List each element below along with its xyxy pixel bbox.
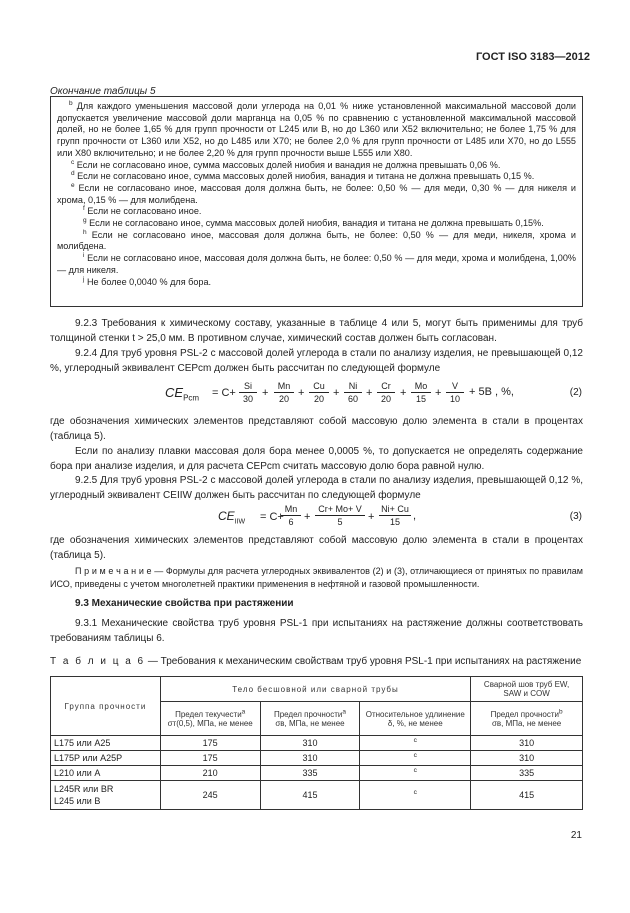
- cell-yield: 245: [160, 781, 260, 810]
- table-6-caption: Т а б л и ц а 6 — Требования к механическим свойствам труб уровня PSL-1 при испытаниях на растяжение: [50, 656, 582, 667]
- formula-2-eq: = C+: [212, 387, 236, 399]
- footnotes-box: [50, 96, 583, 307]
- header-weld: Сварной шов труб EW, SAW и COW: [471, 677, 583, 702]
- cell-group: L175P или А25Р: [51, 751, 161, 766]
- header-elongation: Относительное удлинение δ, %, не менее: [360, 702, 471, 736]
- page-number: 21: [570, 830, 582, 841]
- table-continuation-label: Окончание таблицы 5: [50, 86, 156, 97]
- cell-weld: 335: [471, 766, 583, 781]
- paragraph-9-3-1: 9.3.1 Механические свойства труб уровня PSL-1 при испытаниях на растяжение должны соответствовать требованиям таблицы 6.: [50, 618, 583, 644]
- header-tensile: Предел прочности$^a$ σв, МПа, не менее: [260, 702, 360, 736]
- table-row: [51, 766, 583, 781]
- formula-3-frac-mn: $\frac{Mn}{6}$: [281, 503, 301, 528]
- footnote-b: $^b$ Для каждого уменьшения массовой доли углерода на 0,01 % ниже установленной максимальной массовой доли допускается увеличение массовой доли марганца на 0,05 % по сравнению с установленной максимальной массовой долей, но не более 1,65 % для групп прочности от L245 или В, но до L360 или Х52 включительно; не более 1,75 % для групп прочности от L360 или Х52, но до L485 или Х70; не более 2,0 % для групп прочности от L485 или Х70, но до L555 или Х80 включительно; и не более 2,20 % для групп прочности выше L555 или Х80.: [57, 99, 576, 158]
- table-6: [50, 676, 583, 810]
- formula-3-lhs: $CE_{IIW}$: [218, 509, 246, 526]
- formula-3-eq: = C+: [260, 511, 284, 523]
- header-weld-tensile: Предел прочности$^b$ σв, МПа, не менее: [471, 702, 583, 736]
- formula-2-frac-si: $\frac{Si}{30}$: [239, 380, 257, 405]
- cell-weld: 310: [471, 751, 583, 766]
- table-row: [51, 781, 583, 810]
- formula-3-tail: ,: [413, 510, 417, 522]
- formula-2-plus: +: [400, 387, 407, 399]
- header-group: Группа прочности: [51, 677, 161, 736]
- cell-group: L175 или А25: [51, 736, 161, 751]
- footnote-e: $^e$ Если не согласовано иное, массовая доля должна быть, не более: 0,50 % — для меди, 0,30 % — для никеля и хрома, 0,15 % — для молибдена.: [57, 181, 576, 205]
- cell-tensile: 335: [260, 766, 360, 781]
- formula-2-frac-cu: $\frac{Cu}{20}$: [309, 380, 329, 405]
- where-paragraph-1: где обозначения химических элементов представляют собой массовую долю элемента в стали в процентах (таблица 5).: [50, 416, 583, 442]
- formula-2-frac-mo: $\frac{Mo}{15}$: [411, 380, 431, 405]
- formula-2-plus: +: [298, 387, 305, 399]
- formula-2-lhs: $CE_{Pcm}$: [165, 385, 200, 403]
- cell-weld: 415: [471, 781, 583, 810]
- paragraph-9-2-4: 9.2.4 Для труб уровня PSL-2 с массовой долей углерода в стали по анализу изделия, не превышающей 0,12 %, углеродный эквивалент CEPcm должен быть рассчитан по следующей формуле: [50, 348, 583, 374]
- formula-2-plus: +: [435, 387, 442, 399]
- footnote-i: $^i$ Если не согласовано иное, массовая доля должна быть, не более: 0,50 % — для меди, хрома и молибдена, 1,00% — для никеля.: [57, 252, 576, 275]
- formula-3-frac-nicu: $\frac{Ni+ Cu}{15}$: [379, 503, 411, 528]
- table-row: [51, 736, 583, 751]
- formula-2-plus: +: [262, 387, 269, 399]
- cell-yield: 175: [160, 751, 260, 766]
- where-paragraph-2: где обозначения химических элементов представляют собой массовую долю элемента в стали в процентах (таблица 5).: [50, 535, 583, 561]
- boron-paragraph: Если по анализу плавки массовая доля бора менее 0,0005 %, то допускается не определять содержание бора при анализе изделия, и для расчета CEPcm считать массовую долю бора равной нулю.: [50, 446, 583, 472]
- formula-2-plus: +: [333, 387, 340, 399]
- footnote-d: $^d$ Если не согласовано иное, сумма массовых долей ниобия, ванадия и титана не должна превышать 0,15 %.: [71, 170, 535, 182]
- table-row: [51, 751, 583, 766]
- note: П р и м е ч а н и е — Формулы для расчета углеродных эквивалентов (2) и (3), отличающиеся от принятых по правилам ИСО, приведены с учетом многолетней практики применения в нефтяной и газовой промышленности.: [50, 566, 583, 589]
- formula-2-frac-cr: $\frac{Cr}{20}$: [377, 380, 395, 405]
- footnote-h: $^h$ Если не согласовано иное, массовая доля должна быть, не более: 0,50 % — для меди, никеля, хрома и молибдена.: [57, 228, 576, 252]
- formula-2-number: (2): [569, 387, 582, 398]
- formula-2-plus: +: [366, 387, 373, 399]
- cell-elongation: c: [360, 781, 471, 810]
- paragraph-9-2-3: 9.2.3 Требования к химическому составу, указанные в таблице 4 или 5, могут быть применимы для труб толщиной стенки t > 25,0 мм. В противном случае, химический состав должен быть согласован.: [50, 318, 583, 344]
- formula-3-frac-crmov: $\frac{Cr+ Mo+ V}{5}$: [315, 503, 365, 528]
- formula-2-frac-ni: $\frac{Ni}{60}$: [344, 380, 362, 405]
- cell-elongation: c: [360, 736, 471, 751]
- cell-weld: 310: [471, 736, 583, 751]
- cell-tensile: 310: [260, 736, 360, 751]
- formula-2-frac-v: $\frac{V}{10}$: [446, 380, 464, 405]
- standard-header: ГОСТ ISO 3183—2012: [475, 51, 590, 63]
- cell-tensile: 310: [260, 751, 360, 766]
- cell-yield: 210: [160, 766, 260, 781]
- cell-elongation: c: [360, 766, 471, 781]
- section-9-3-heading: 9.3 Механические свойства при растяжении: [75, 598, 294, 609]
- formula-2-tail: + 5B , %,: [469, 386, 514, 398]
- cell-tensile: 415: [260, 781, 360, 810]
- footnote-j: $^j$ Не более 0,0040 % для бора.: [83, 275, 212, 287]
- formula-2-frac-mn: $\frac{Mn}{20}$: [274, 380, 294, 405]
- cell-yield: 175: [160, 736, 260, 751]
- cell-group: L245R или BR L245 или В: [51, 781, 161, 810]
- cell-group: L210 или А: [51, 766, 161, 781]
- formula-3-number: (3): [569, 511, 582, 522]
- cell-elongation: c: [360, 751, 471, 766]
- footnote-g: $^g$ Если не согласовано иное, сумма массовых долей ниобия, ванадия и титана не должна превышать 0,15%.: [83, 217, 544, 229]
- footnote-f: $^f$ Если не согласовано иное.: [83, 205, 202, 217]
- paragraph-9-2-5: 9.2.5 Для труб уровня PSL-2 с массовой долей углерода в стали по анализу изделия, превышающей 0,12 %, углеродный эквивалент CEIIW должен быть рассчитан по следующей формуле: [50, 475, 583, 501]
- footnote-c: $^c$ Если не согласовано иное, сумма массовых долей ниобия и ванадия не должна превышать 0,06 %.: [71, 158, 501, 170]
- formula-3-plus: +: [304, 511, 311, 523]
- formula-3-plus: +: [368, 511, 375, 523]
- header-yield: Предел текучести$^a$ σт(0,5), МПа, не менее: [160, 702, 260, 736]
- header-body: Тело бесшовной или сварной трубы: [160, 677, 470, 702]
